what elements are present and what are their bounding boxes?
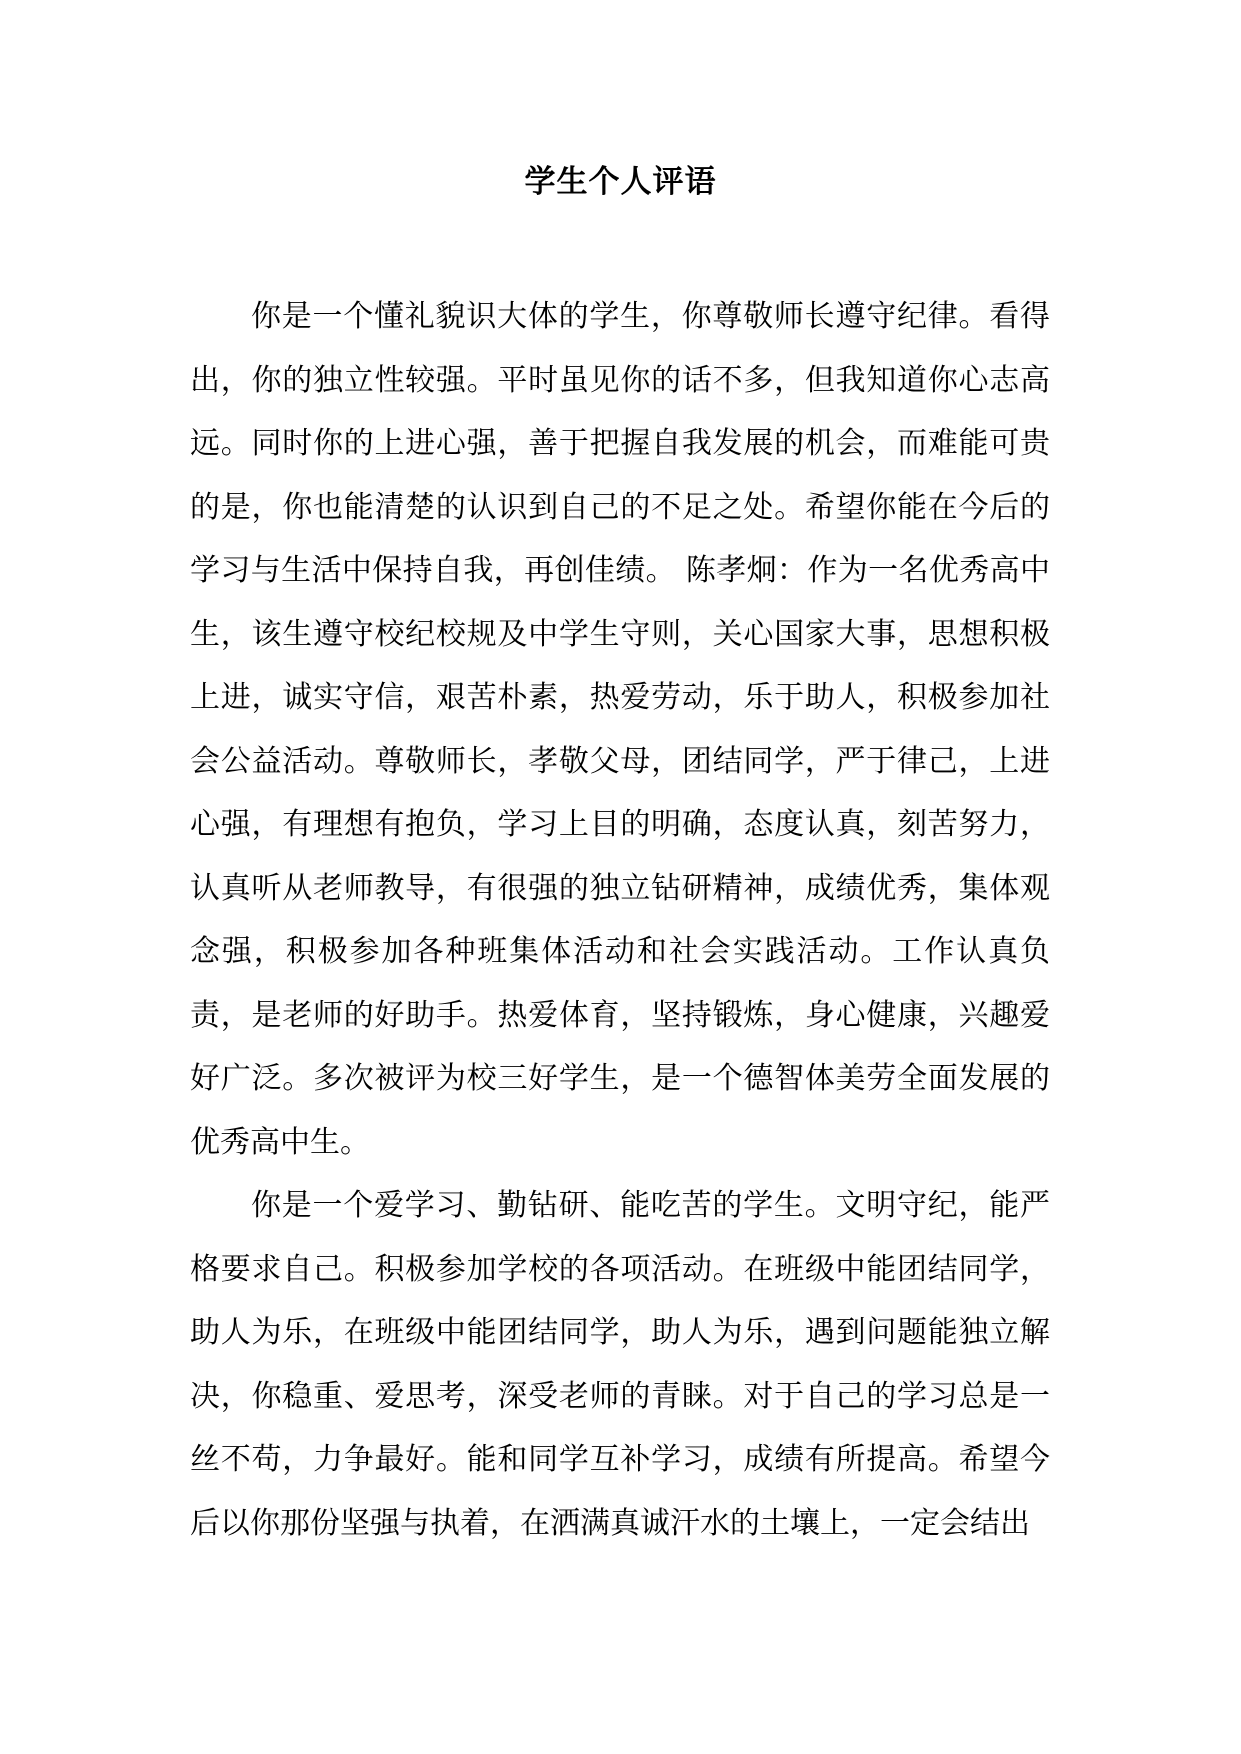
document-body [190, 285, 1050, 1555]
paragraph-2: 你是一个爱学习、勤钻研、能吃苦的学生。文明守纪，能严格要求自己。积极参加学校的各项活动。在班级中能团结同学，助人为乐，在班级中能团结同学，助人为乐，遇到问题能独立解决，你稳重、爱思考，深受老师的青睐。对于自己的学习总是一丝不苟，力争最好。能和同学互补学习，成绩有所提高。希望今后以你那份坚强与执着，在洒满真诚汗水的土壤上，一定会结出 [190, 1188, 1050, 1541]
document-title: 学生个人评语 [524, 164, 717, 200]
paragraph-1: 你是一个懂礼貌识大体的学生，你尊敬师长遵守纪律。看得出，你的独立性较强。平时虽见你的话不多，但我知道你心志高远。同时你的上进心强，善于把握自我发展的机会，而难能可贵的是，你也能清楚的认识到自己的不足之处。希望你能在今后的学习与生活中保持自我，再创佳绩。 陈孝炯：作为一名优秀高中生，该生遵守校纪校规及中学生守则，关心国家大事，思想积极上进，诚实守信，艰苦朴素，热爱劳动，乐于助人，积极参加社会公益活动。尊敬师长，孝敬父母，团结同学，严于律己，上进心强，有理想有抱负，学习上目的明确，态度认真，刻苦努力，认真听从老师教导，有很强的独立钻研精神，成绩优秀，集体观念强，积极参加各种班集体活动和社会实践活动。工作认真负责，是老师的好助手。热爱体育，坚持锻炼，身心健康，兴趣爱好广泛。多次被评为校三好学生，是一个德智体美劳全面发展的优秀高中生。 [190, 299, 1050, 1160]
